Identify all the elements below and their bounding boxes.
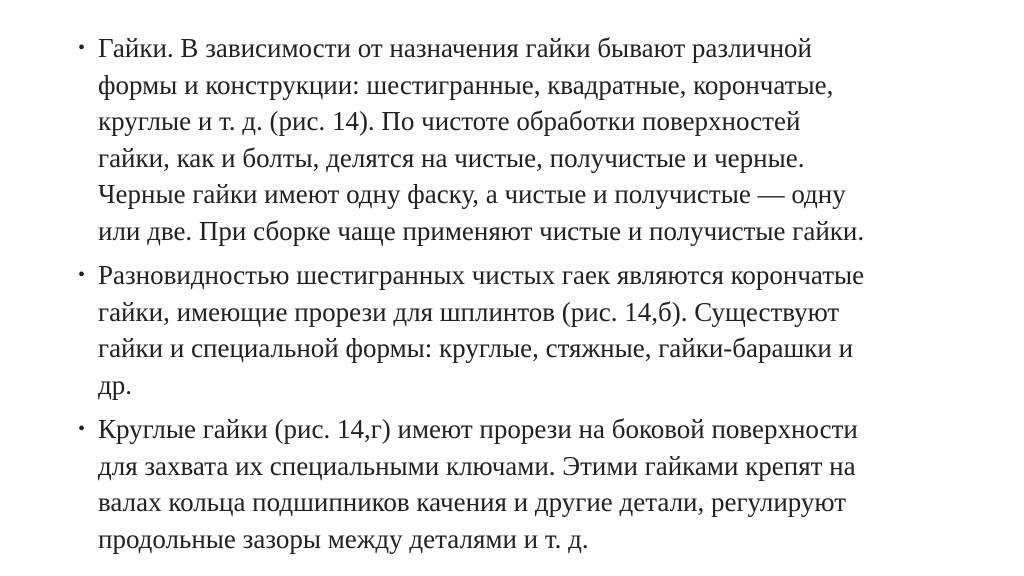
text-line: круглые и т. д. (рис. 14). По чистоте обработки поверхностей	[98, 106, 801, 136]
text-line: гайки, как и болты, делятся на чистые, получистые и черные.	[98, 142, 805, 173]
text-line: гайки и специальной формы: круглые, стяжные, гайки-барашки и	[98, 333, 854, 363]
text-line: для захвата их специальными ключами. Этими гайками крепят на	[98, 450, 856, 481]
bullet-marker: •	[78, 418, 86, 440]
text-line: формы и конструкции: шестигранные, квадратные, корончатые,	[98, 69, 834, 100]
bullet-item	[78, 30, 958, 249]
bullet-marker: •	[78, 37, 86, 59]
text-line: Гайки. В зависимости от назначения гайки бывают различной	[98, 33, 812, 63]
text-line: гайки, имеющие прорези для шплинтов (рис. 14,б). Существуют	[98, 296, 840, 327]
text-line: валах кольца подшипников качения и другие детали, регулируют	[98, 487, 847, 517]
bullet-item	[78, 411, 958, 557]
text-line: продольные зазоры между деталями и т. д.	[98, 523, 589, 554]
text-line: Черные гайки имеют одну фаску, а чистые и получистые — одну	[98, 179, 846, 209]
text-line: Круглые гайки (рис. 14,г) имеют прорези на боковой поверхности	[98, 414, 858, 444]
text-line: др.	[98, 369, 132, 400]
bullet-item	[78, 257, 958, 403]
text-line: Разновидностью шестигранных чистых гаек являются корончатые	[98, 260, 865, 290]
text-line: или две. При сборке чаще применяют чистые и получистые гайки.	[98, 215, 865, 246]
bullet-list	[78, 30, 958, 565]
bullet-marker: •	[78, 264, 86, 286]
